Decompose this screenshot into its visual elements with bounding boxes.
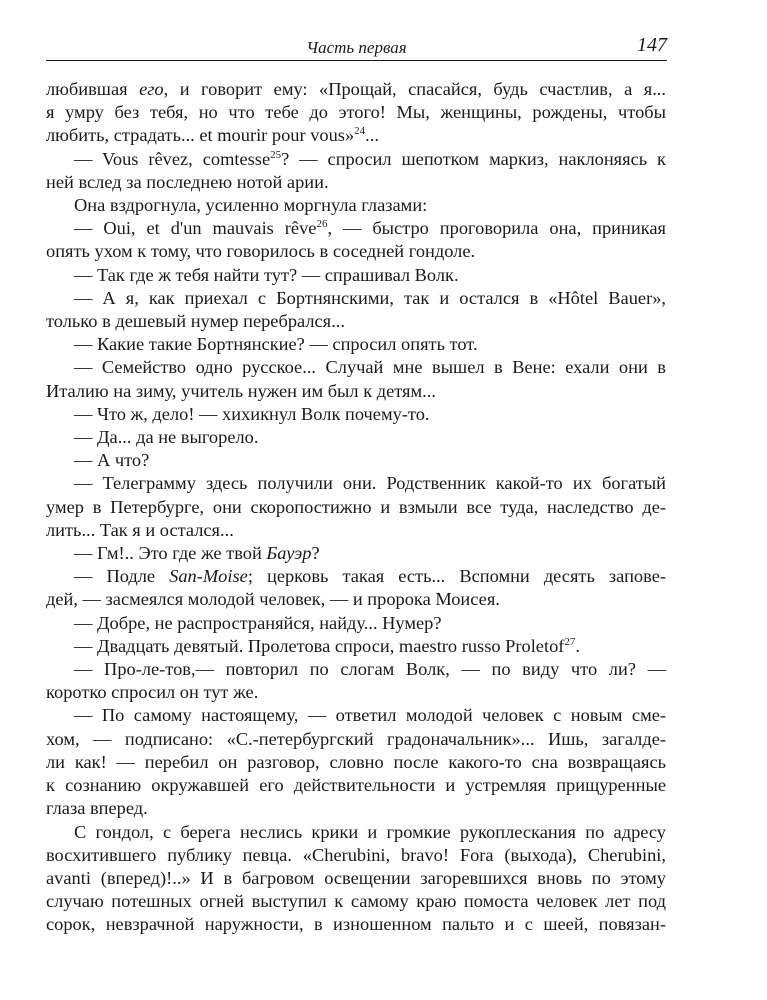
text-line bbox=[46, 217, 666, 240]
text-line bbox=[46, 148, 666, 171]
text-line bbox=[46, 101, 666, 124]
text-line bbox=[46, 797, 666, 820]
text-line bbox=[46, 240, 666, 263]
line-text-rest: ? — спросил шепотком маркиз, наклоняясь к bbox=[281, 148, 666, 169]
page-number: 147 bbox=[637, 34, 667, 56]
text-line bbox=[46, 612, 666, 635]
line-text: — Двадцать девятый. Пролетова спроси, maestro russo Proletof bbox=[74, 635, 565, 656]
footnote-marker[interactable]: 24 bbox=[354, 125, 366, 138]
running-title: Часть первая bbox=[306, 38, 407, 57]
text-line bbox=[46, 658, 666, 681]
text-line bbox=[46, 844, 666, 867]
line-text: — Подле bbox=[74, 566, 170, 587]
text-line bbox=[46, 426, 666, 449]
text-line bbox=[46, 78, 666, 101]
line-text: — По самому настоящему, — ответил молодой человек с новым сме- bbox=[74, 705, 666, 726]
line-text: к сознанию окружавшей его действительности и устремляя прищуренные bbox=[46, 775, 666, 796]
footnote-marker[interactable]: 26 bbox=[316, 218, 328, 231]
line-text: — Телеграмму здесь получили они. Родственник какой-то их богатый bbox=[74, 473, 666, 494]
line-text: — Добре, не распространяйся, найду... Нумер? bbox=[74, 612, 442, 633]
text-line bbox=[46, 356, 666, 379]
footnote-marker[interactable]: 27 bbox=[564, 635, 576, 648]
line-text: — Что ж, дело! — хихикнул Волк почему-то. bbox=[74, 403, 430, 424]
line-text: сорок, невзрачной наружности, в изношенном пальто и с шеей, повязан- bbox=[46, 914, 666, 935]
line-text-rest: . bbox=[575, 635, 581, 656]
text-line bbox=[46, 380, 666, 403]
line-text: — Да... да не выгорело. bbox=[74, 427, 259, 448]
line-text: любившая bbox=[46, 79, 140, 99]
line-text: умер в Петербурге, они скоропостижно и взмыли все туда, наследство де- bbox=[46, 496, 666, 517]
line-text-rest: , и говорит ему: «Прощай, спасайся, будь счастлив, а я... bbox=[163, 79, 666, 99]
body-text bbox=[46, 78, 666, 937]
text-line bbox=[46, 542, 666, 565]
line-text-rest: ... bbox=[365, 125, 379, 146]
italic-text: San-Moise bbox=[169, 566, 248, 587]
text-line bbox=[46, 519, 666, 542]
line-text: лить... Так я и остался... bbox=[46, 519, 234, 540]
text-line bbox=[46, 565, 666, 588]
text-line bbox=[46, 588, 666, 611]
line-text: — Гм!.. Это где же твой bbox=[74, 543, 267, 564]
line-text: дей, — засмеялся молодой человек, — и пророка Моисея. bbox=[46, 589, 500, 610]
line-text-rest: , — быстро проговорила она, приникая bbox=[327, 218, 666, 239]
line-text: С гондол, с берега неслись крики и громкие рукоплескания по адресу bbox=[74, 821, 666, 842]
line-text: ли как! — перебил он разговор, словно после какого-то сна возвращаясь bbox=[46, 751, 666, 772]
italic-text: его bbox=[139, 79, 164, 99]
italic-text: Бауэр bbox=[266, 543, 312, 564]
line-text-rest: ? bbox=[311, 543, 320, 564]
line-text: — Vous rêvez, comtesse bbox=[74, 148, 271, 169]
line-text: Она вздрогнула, усиленно моргнула глазами: bbox=[74, 195, 428, 216]
text-line bbox=[46, 124, 666, 147]
line-text: Италию на зиму, учитель нужен им был к детям... bbox=[46, 380, 436, 401]
line-text: avanti (вперед)!..» И в багровом освещении загоревшихся вновь по этому bbox=[46, 867, 666, 888]
line-text: — Семейство одно русское... Случай мне вышел в Вене: ехали они в bbox=[74, 357, 666, 378]
text-line bbox=[46, 867, 666, 890]
line-text: случаю потешных огней выступил к самому краю помоста человек лет под bbox=[46, 891, 666, 912]
line-text: — Про-ле-тов,— повторил по слогам Волк, — по виду что ли? — bbox=[74, 659, 666, 680]
text-line bbox=[46, 496, 666, 519]
footnote-marker[interactable]: 25 bbox=[270, 148, 282, 161]
text-line bbox=[46, 333, 666, 356]
line-text: любить, страдать... et mourir pour vous» bbox=[46, 125, 355, 146]
text-line bbox=[46, 751, 666, 774]
line-text: — Oui, et d'un mauvais rêve bbox=[74, 218, 317, 239]
text-line bbox=[46, 171, 666, 194]
text-line bbox=[46, 821, 666, 844]
line-text: опять ухом к тому, что говорилось в соседней гондоле. bbox=[46, 241, 476, 262]
text-line bbox=[46, 472, 666, 495]
line-text: только в дешевый нумер перебрался... bbox=[46, 311, 345, 332]
text-line bbox=[46, 287, 666, 310]
line-text-rest: ; церковь такая есть... Вспомни десять запове- bbox=[247, 566, 666, 587]
text-line bbox=[46, 310, 666, 333]
text-line bbox=[46, 449, 666, 472]
text-line bbox=[46, 194, 666, 217]
line-text: — А я, как приехал с Бортнянскими, так и остался в «Hôtel Bauer», bbox=[74, 287, 666, 308]
line-text: — А что? bbox=[74, 450, 150, 471]
line-text: — Так где ж тебя найти тут? — спрашивал Волк. bbox=[74, 264, 459, 285]
text-line bbox=[46, 264, 666, 287]
text-line bbox=[46, 403, 666, 426]
text-line bbox=[46, 728, 666, 751]
line-text: восхитившего публику певца. «Cherubini, bravo! Fora (выхода), Cherubini, bbox=[46, 844, 666, 865]
text-line bbox=[46, 890, 666, 913]
line-text: глаза вперед. bbox=[46, 798, 148, 819]
text-line bbox=[46, 681, 666, 704]
line-text: коротко спросил он тут же. bbox=[46, 682, 259, 703]
text-line bbox=[46, 635, 666, 658]
text-line bbox=[46, 704, 666, 727]
line-text: ней вслед за последнею нотой арии. bbox=[46, 171, 329, 192]
text-line bbox=[46, 913, 666, 936]
line-text: — Какие такие Бортнянские? — спросил опять тот. bbox=[74, 334, 478, 355]
text-line bbox=[46, 774, 666, 797]
line-text: я умру без тебя, но что тебе до этого! Мы, женщины, рождены, чтобы bbox=[46, 102, 666, 123]
page-header bbox=[46, 34, 667, 61]
line-text: хом, — подписано: «С.-петербургский градоначальник»... Ишь, загалде- bbox=[46, 728, 666, 749]
